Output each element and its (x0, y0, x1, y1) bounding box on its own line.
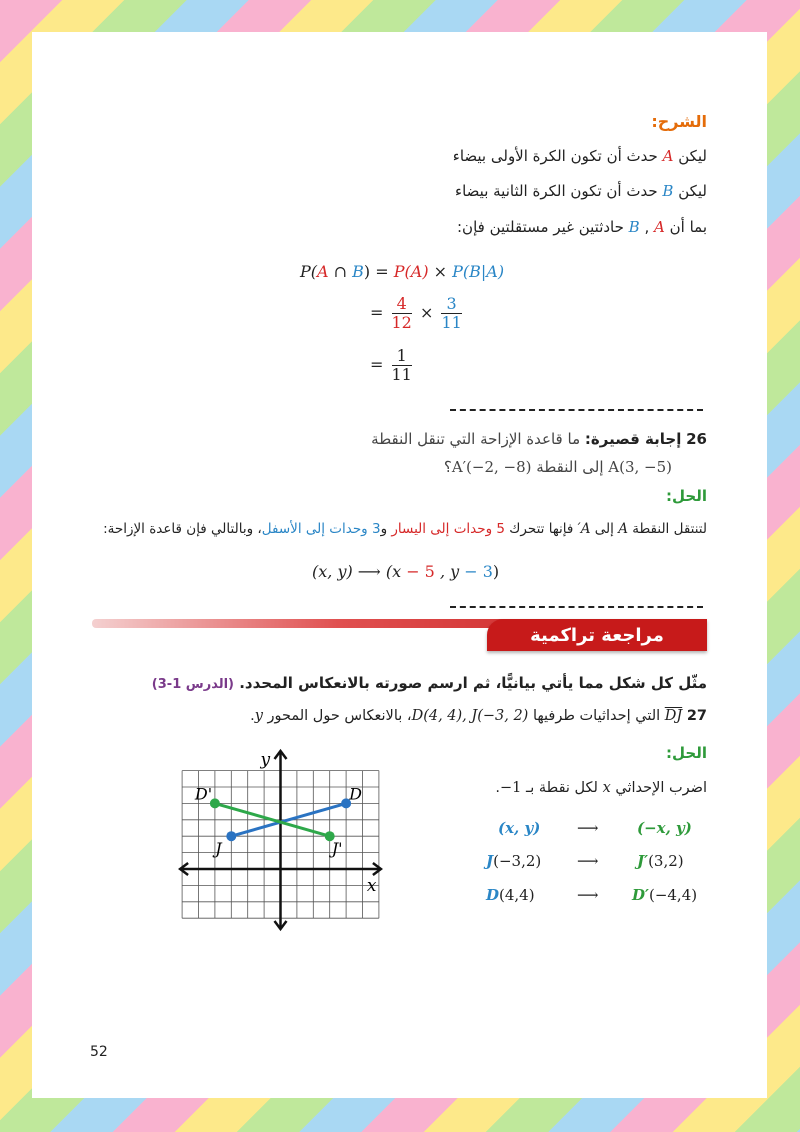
q27-line (250, 708, 707, 724)
instruction-text: مثّل كل شكل مما يأتي بيانيًّا، ثم ارسم صورته بالانعكاس المحدد. (239, 674, 707, 692)
text: × (414, 303, 439, 322)
text: ليكن (673, 147, 707, 165)
dashed-separator (450, 409, 703, 411)
explanation-line-3 (457, 218, 707, 236)
numerator: 3 (441, 295, 461, 314)
table-row (486, 852, 541, 870)
text: P( (300, 262, 318, 281)
event-A: A (654, 218, 665, 236)
text: حدث أن تكون الكرة الثانية بيضاء (455, 182, 663, 200)
point-A: A(3, −5) (608, 458, 672, 476)
page-number: 52 (90, 1044, 108, 1060)
formula-line-1 (300, 262, 504, 281)
event-A: A (662, 147, 674, 165)
text: ، بالانعكاس حول المحور (262, 708, 412, 724)
var-A: A (618, 521, 628, 537)
text: (x, y) (312, 562, 353, 581)
cell-right: (−4,4) (648, 886, 698, 904)
table-row (498, 819, 540, 837)
minus-5: − 5 (406, 562, 435, 581)
text: ) (492, 562, 500, 581)
text: . (250, 708, 255, 724)
text: × (428, 262, 453, 281)
text: , y (434, 562, 465, 581)
numerator: 4 (392, 295, 412, 314)
explanation-line-1 (453, 147, 707, 165)
text: P(B|A) (452, 262, 505, 281)
table-arrow: ⟶ (577, 886, 599, 904)
q26-line-1 (371, 430, 707, 448)
arrow: ⟶ (352, 562, 386, 581)
explanation-heading: الشرح: (651, 112, 707, 131)
question-text: ما قاعدة الإزاحة التي تنقل النقطة (371, 430, 581, 448)
move-down: 3 وحدات إلى الأسفل (261, 521, 381, 537)
text: ليكن (673, 182, 707, 200)
banner-title: مراجعة تراكمية (487, 619, 707, 651)
equals: = (370, 355, 384, 374)
text: ) = (363, 262, 394, 281)
dashed-separator (450, 606, 703, 608)
page (32, 32, 767, 1098)
text: (x (385, 562, 407, 581)
event-B: B (628, 218, 640, 236)
text: ∩ (328, 262, 353, 281)
text: A (317, 262, 329, 281)
label-D: D (349, 784, 362, 804)
cell-left: (−3,2) (493, 852, 542, 870)
denominator: 11 (441, 313, 462, 332)
denominator: 11 (391, 365, 412, 384)
axis: y (254, 708, 263, 724)
text: التي إحداثيات طرفيها (528, 708, 661, 724)
text: إلى (590, 521, 619, 537)
label-x-axis: x (366, 876, 377, 896)
minus-3: − 3 (464, 562, 493, 581)
fraction-3-11 (441, 295, 461, 332)
q26-solution-text (103, 521, 707, 537)
axes (180, 751, 381, 929)
text: فإنها تتحرك (505, 521, 578, 537)
numerator: 1 (392, 347, 412, 366)
text: بما أن (664, 218, 707, 236)
event-B: B (662, 182, 674, 200)
fraction-1-11 (392, 347, 412, 384)
coords: D(4, 4), J(−3, 2) (411, 708, 529, 724)
cell-left: (4,4) (499, 886, 535, 904)
fraction-4-12 (392, 295, 412, 332)
point-A-prime: A′(−2, −8) (451, 458, 532, 476)
text: حدث أن تكون الكرة الأولى بيضاء (452, 147, 663, 165)
text: إلى النقطة (531, 458, 609, 476)
denominator: 12 (391, 313, 412, 332)
var-D: D (486, 886, 500, 904)
text: لكل نقطة بـ (521, 780, 603, 796)
table-row (637, 852, 684, 870)
review-banner (92, 619, 707, 651)
text: B (352, 262, 364, 281)
text: و (380, 521, 392, 537)
minus-one: −1 (500, 780, 522, 796)
translation-rule (312, 562, 499, 581)
table-row (486, 886, 535, 904)
formula-line-3 (370, 347, 415, 384)
q26-solution-heading: الحل: (666, 487, 707, 505)
label-J: J (215, 839, 222, 859)
equals: = (370, 303, 384, 322)
var-x: x (602, 780, 611, 796)
cell-right: (−x, y) (637, 819, 692, 837)
question-mark: ؟ (443, 458, 452, 476)
text: . (495, 780, 501, 796)
var-A-prime: A′ (577, 521, 591, 537)
move-left: 5 وحدات إلى اليسار (391, 521, 505, 537)
question-number: 26 (686, 430, 707, 448)
var-J-prime: J′ (637, 852, 649, 870)
q27-solution-text (495, 780, 707, 796)
formula-line-2 (370, 295, 465, 332)
q26-line-2 (444, 458, 672, 476)
review-instruction (152, 674, 707, 692)
coordinate-graph (132, 747, 377, 933)
lesson-ref: (الدرس 1-3) (151, 677, 234, 692)
var-J: J (486, 852, 494, 870)
table-row (637, 819, 692, 837)
table-row (632, 886, 697, 904)
label-D-prime: D' (194, 784, 213, 804)
q27-solution-heading: الحل: (666, 744, 707, 762)
text: اضرب الإحداثي (610, 780, 707, 796)
segment-DJ: DJ (664, 708, 683, 724)
text: حادثتين غير مستقلتين فإن: (457, 218, 629, 236)
text: لتنتقل النقطة (627, 521, 707, 537)
cell-left: (x, y) (498, 819, 541, 837)
var-D-prime: D′ (632, 886, 649, 904)
question-number: 27 (686, 708, 707, 724)
table-arrow: ⟶ (577, 819, 599, 837)
table-arrow: ⟶ (577, 852, 599, 870)
label-y-axis: y (260, 750, 271, 770)
explanation-line-2 (455, 182, 707, 200)
question-label: إجابة قصيرة: (584, 430, 682, 448)
point-J (226, 831, 236, 841)
text: ، وبالتالي فإن قاعدة الإزاحة: (103, 521, 262, 537)
text: P(A) (393, 262, 429, 281)
cell-right: (3,2) (648, 852, 684, 870)
label-J-prime: J' (331, 839, 343, 859)
text: , (639, 218, 655, 236)
